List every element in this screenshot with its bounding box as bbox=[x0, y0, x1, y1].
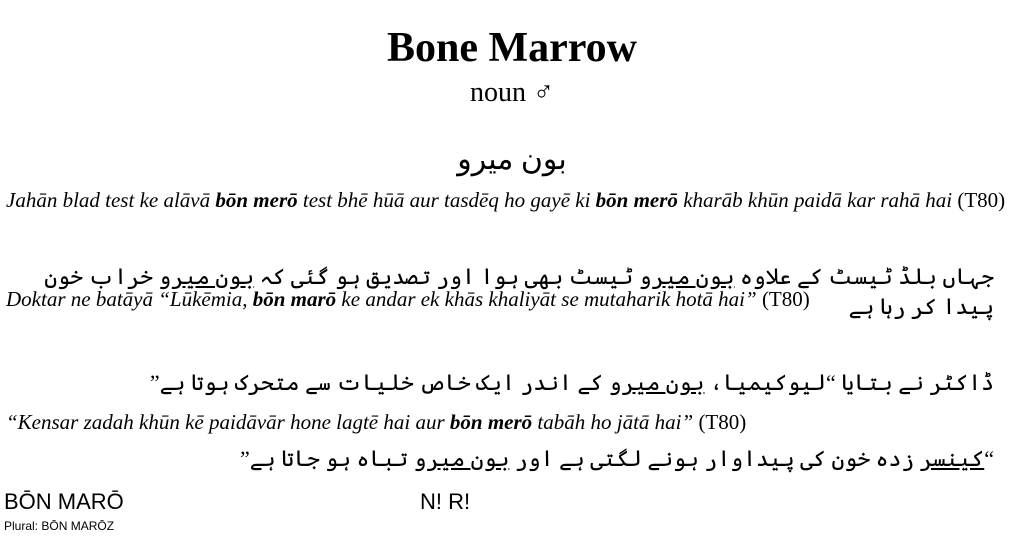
part-of-speech: noun ♂ bbox=[470, 77, 554, 108]
stress-marker: N! R! bbox=[420, 489, 471, 514]
pronunciation: BŌN MARŌ bbox=[4, 489, 124, 514]
example-2-urdu: ڈاکٹر نے بتایا “لیوکیمیا، بون میرو کے اندر ایک خاص خلیات سے متحرک ہوتا ہے” bbox=[149, 370, 994, 395]
plural-value: BŌN MARŌZ bbox=[41, 519, 115, 533]
example-1-ref: (T80) bbox=[952, 188, 1006, 212]
plural-pronunciation bbox=[4, 518, 114, 534]
plural-label: Plural: bbox=[4, 519, 42, 533]
example-3-urdu: “کینسر زدہ خون کی پیداوار ہونے لگتی ہے اور بون میرو تباہ ہو جاتا ہے” bbox=[240, 446, 994, 471]
example-3-ref: (T80) bbox=[693, 410, 747, 434]
headword: Bone Marrow bbox=[386, 25, 637, 71]
urdu-headword: بون میرو bbox=[457, 143, 567, 176]
example-1-urdu: جہاں بلڈ ٹیسٹ کے علاوہ بون میرو ٹیسٹ بھی ہوا اور تصدیق ہو گئی کہ بون میرو خراب خون پیدا کر رہا ہے bbox=[44, 264, 994, 319]
example-1-latin: Jahān blad test ke alāvā bōn merō test bhē hūā aur tasdēq ho gayē ki bōn merō kharāb khūn paidā kar rahā hai (T80) bbox=[6, 188, 1006, 212]
example-2-ref: (T80) bbox=[756, 287, 810, 311]
example-2-latin: Doktar ne batāyā “Lūkēmia, bōn marō ke andar ek khās khaliyāt se mutaharik hotā hai” (T80) bbox=[6, 287, 810, 311]
example-3-latin: “Kensar zadah khūn kē paidāvār hone lagtē hai aur bōn merō tabāh ho jātā hai” (T80) bbox=[6, 410, 747, 434]
